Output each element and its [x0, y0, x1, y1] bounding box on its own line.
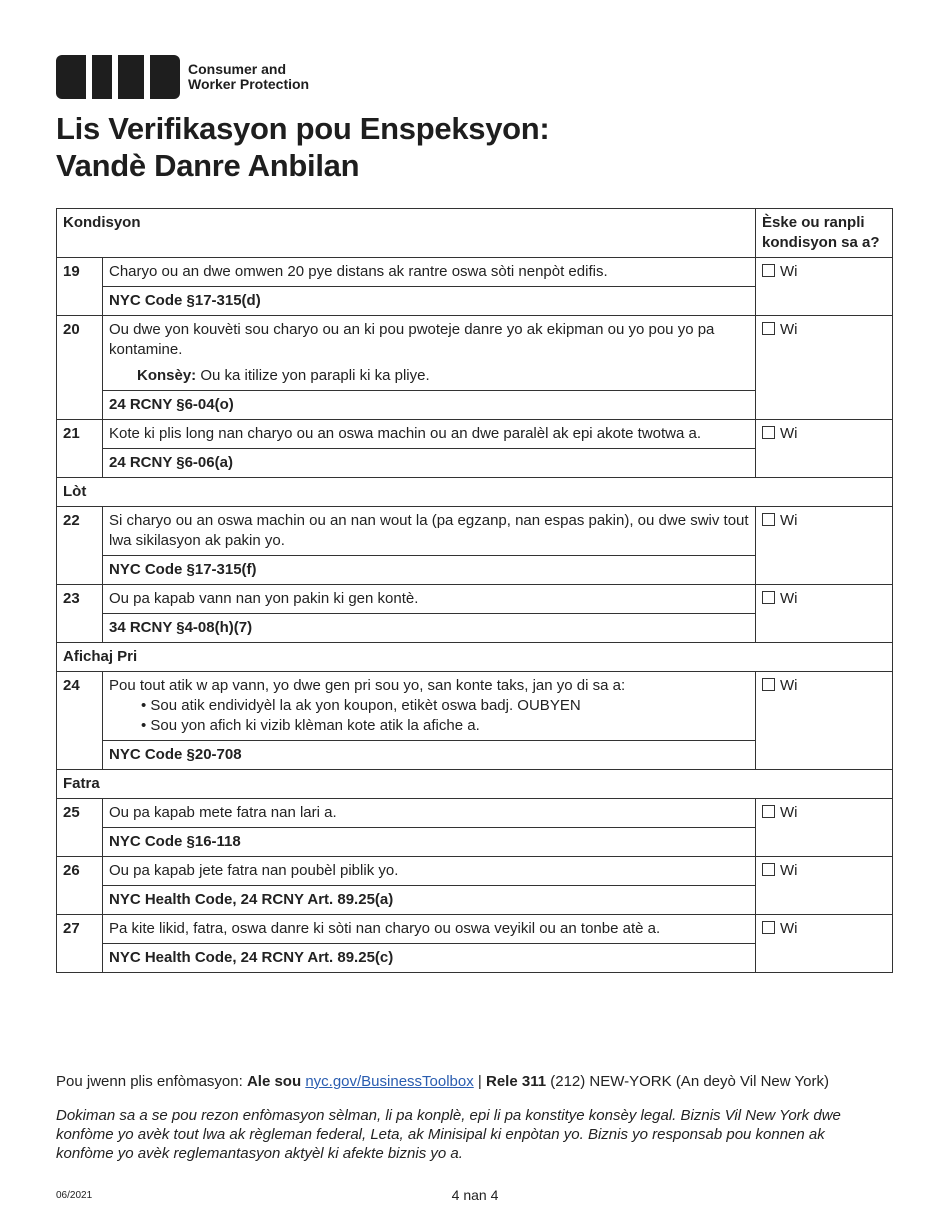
nyc-logo: [56, 55, 309, 99]
row-code: NYC Health Code, 24 RCNY Art. 89.25(a): [103, 886, 756, 915]
tip: [109, 366, 749, 386]
yes-checkbox[interactable]: [756, 316, 893, 420]
row-text: Pa kite likid, fatra, oswa danre ki sòti nan charyo ou oswa veyikil ou an tonbe atè a.: [103, 915, 756, 944]
checkbox-icon: [762, 426, 775, 439]
title-line1: Lis Verifikasyon pou Enspeksyon:: [56, 111, 550, 146]
table-row: [57, 915, 893, 944]
section-lot: Lòt: [57, 478, 893, 507]
row-text-block: [103, 316, 756, 391]
bullet-item: • Sou atik endividyèl la ak yon koupon, etikèt oswa badj. OUBYEN: [141, 697, 581, 714]
agency-name: [188, 62, 309, 92]
checkbox-icon: [762, 264, 775, 277]
yes-checkbox[interactable]: [756, 857, 893, 915]
row-text: Pou tout atik w ap vann, yo dwe gen pri sou yo, san konte taks, jan yo di sa a:: [109, 677, 626, 694]
agency-line2: Worker Protection: [188, 76, 310, 92]
call-text: (212) NEW-YORK (An deyò Vil New York): [550, 1073, 829, 1090]
row-text: Ou pa kapab mete fatra nan lari a.: [103, 799, 756, 828]
row-text-block: [103, 672, 756, 741]
table-header-row: [57, 209, 893, 258]
yes-label: Wi: [780, 804, 798, 821]
section-row: [57, 643, 893, 672]
yes-checkbox[interactable]: [756, 915, 893, 973]
disclaimer: Dokiman sa a se pou rezon enfòmasyon sèlman, li pa konplè, epi li pa konstitye konsèy legal. Biznis Vil New York dwe konfòme yo avèk tout lwa ak règleman federal, Leta, ak Minisipal ki enpòtan yo. Biznis yo responsab pou konnen ak konfòme yo avèk reglemantasyon aktyèl ki afekte biznis yo a.: [56, 1107, 841, 1162]
yes-checkbox[interactable]: [756, 507, 893, 585]
checkbox-icon: [762, 322, 775, 335]
section-row: [57, 770, 893, 799]
row-text: Kote ki plis long nan charyo ou an oswa machin ou an dwe paralèl ak epi akote twotwa a.: [103, 420, 756, 449]
revision-date: 06/2021: [56, 1190, 93, 1201]
yes-checkbox[interactable]: [756, 672, 893, 770]
yes-label: Wi: [780, 263, 798, 280]
table-row: [57, 420, 893, 449]
yes-label: Wi: [780, 677, 798, 694]
row-code: NYC Code §17-315(d): [103, 287, 756, 316]
row-text: Ou pa kapab vann nan yon pakin ki gen kontè.: [103, 585, 756, 614]
title-line2: Vandè Danre Anbilan: [56, 148, 360, 183]
section-row: [57, 478, 893, 507]
row-number: 19: [57, 258, 103, 316]
table-row: [57, 585, 893, 614]
business-toolbox-link[interactable]: nyc.gov/BusinessToolbox: [305, 1073, 474, 1090]
checkbox-icon: [762, 591, 775, 604]
checkbox-icon: [762, 805, 775, 818]
yes-label: Wi: [780, 512, 798, 529]
agency-line1: Consumer and: [188, 61, 287, 77]
table-row: [57, 857, 893, 886]
row-number: 20: [57, 316, 103, 420]
checkbox-icon: [762, 863, 775, 876]
row-code: NYC Code §16-118: [103, 828, 756, 857]
go-label: Ale sou: [246, 1073, 302, 1090]
footer-info: [56, 1073, 829, 1090]
tip-label: Konsèy:: [137, 367, 197, 384]
info-prefix: Pou jwenn plis enfòmasyon:: [56, 1073, 243, 1090]
row-text: Si charyo ou an oswa machin ou an nan wout la (pa egzanp, nan espas pakin), ou dwe swiv tout lwa sikilasyon ak pakin yo.: [103, 507, 756, 556]
table-row: [57, 316, 893, 391]
table-row: [57, 672, 893, 741]
row-number: 23: [57, 585, 103, 643]
checkbox-icon: [762, 513, 775, 526]
yes-label: Wi: [780, 590, 798, 607]
row-number: 24: [57, 672, 103, 770]
checklist-table: [56, 208, 893, 973]
row-code: NYC Health Code, 24 RCNY Art. 89.25(c): [103, 944, 756, 973]
row-number: 22: [57, 507, 103, 585]
yes-checkbox[interactable]: [756, 585, 893, 643]
row-code: NYC Code §20-708: [103, 741, 756, 770]
tip-text: Ou ka itilize yon parapli ki ka pliye.: [200, 367, 430, 384]
row-text: Ou pa kapab jete fatra nan poubèl piblik yo.: [103, 857, 756, 886]
checkbox-icon: [762, 678, 775, 691]
row-code: 24 RCNY §6-04(o): [103, 391, 756, 420]
row-number: 25: [57, 799, 103, 857]
col-condition-header: Kondisyon: [57, 209, 756, 258]
table-row: [57, 258, 893, 287]
nyc-logo-mark: [56, 55, 180, 99]
yes-checkbox[interactable]: [756, 258, 893, 316]
row-number: 21: [57, 420, 103, 478]
yes-label: Wi: [780, 321, 798, 338]
yes-checkbox[interactable]: [756, 420, 893, 478]
row-number: 27: [57, 915, 103, 973]
separator: |: [477, 1073, 482, 1090]
table-row: [57, 507, 893, 556]
yes-label: Wi: [780, 425, 798, 442]
row-text: Charyo ou an dwe omwen 20 pye distans ak rantre oswa sòti nenpòt edifis.: [103, 258, 756, 287]
checkbox-icon: [762, 921, 775, 934]
yes-checkbox[interactable]: [756, 799, 893, 857]
section-pri: Afichaj Pri: [57, 643, 893, 672]
page-title: [56, 110, 549, 184]
section-fatra: Fatra: [57, 770, 893, 799]
row-number: 26: [57, 857, 103, 915]
row-code: NYC Code §17-315(f): [103, 556, 756, 585]
yes-label: Wi: [780, 920, 798, 937]
row-code: 24 RCNY §6-06(a): [103, 449, 756, 478]
bullet-item: • Sou yon afich ki vizib klèman kote atik la afiche a.: [141, 717, 480, 734]
col-check-header: Èske ou ranpli kondisyon sa a?: [756, 209, 893, 258]
page-number: 4 nan 4: [451, 1187, 499, 1203]
row-code: 34 RCNY §4-08(h)(7): [103, 614, 756, 643]
row-text: Ou dwe yon kouvèti sou charyo ou an ki pou pwoteje danre yo ak ekipman ou yo pou yo pa kontamine.: [109, 321, 715, 358]
yes-label: Wi: [780, 862, 798, 879]
table-row: [57, 799, 893, 828]
call-label: Rele 311: [486, 1073, 547, 1090]
